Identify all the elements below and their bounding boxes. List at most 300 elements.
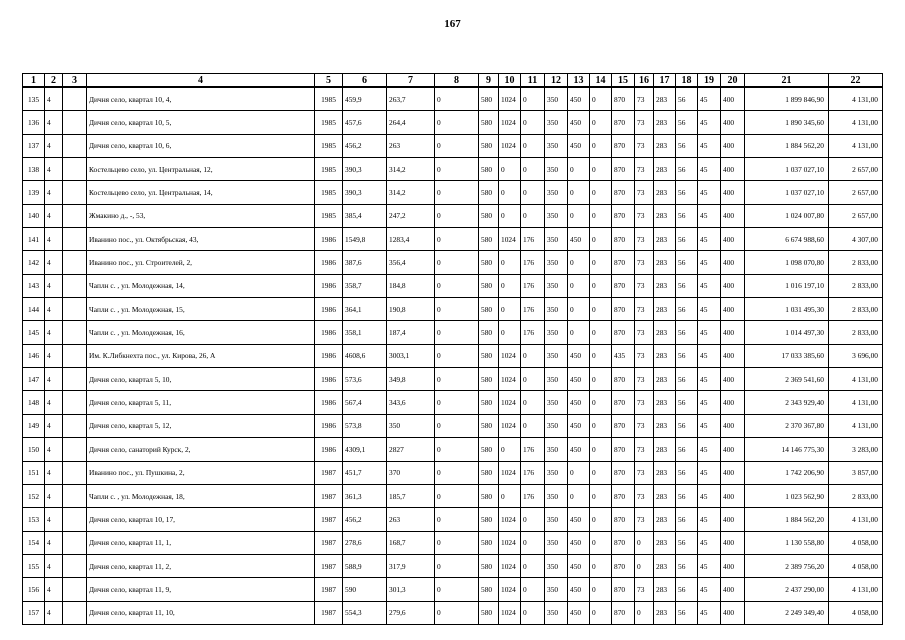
table-cell-col-7: 247,2: [387, 204, 435, 227]
table-cell-col-22: 3 696,00: [829, 344, 883, 367]
table-cell-col-18: 56: [676, 578, 698, 601]
table-cell-col-9: 580: [479, 438, 499, 461]
table-cell-col-9: 580: [479, 414, 499, 437]
table-cell-col-5: 1986: [315, 438, 343, 461]
table-cell-col-20: 400: [721, 111, 745, 134]
table-cell-col-8: 0: [435, 601, 479, 624]
table-cell-col-15: 435: [612, 344, 635, 367]
column-header-10: 10: [499, 74, 521, 88]
table-cell-col-11: 176: [521, 484, 545, 507]
table-cell-col-6: 361,3: [343, 484, 387, 507]
table-cell-col-7: 279,6: [387, 601, 435, 624]
table-cell-col-10: 1024: [499, 391, 521, 414]
table-row: [23, 531, 883, 554]
data-table: [22, 73, 883, 625]
table-cell-col-16: 73: [635, 461, 654, 484]
table-cell-col-5: 1986: [315, 391, 343, 414]
table-cell-col-12: 350: [545, 251, 568, 274]
table-cell-col-20: 400: [721, 554, 745, 577]
table-cell-col-10: 1024: [499, 344, 521, 367]
table-cell-col-2: 4: [45, 368, 63, 391]
table-cell-col-21: 1 024 007,80: [745, 204, 829, 227]
column-header-4: 4: [87, 74, 315, 88]
table-cell-col-13: 450: [568, 438, 590, 461]
table-cell-col-12: 350: [545, 391, 568, 414]
table-cell-col-14: 0: [590, 111, 612, 134]
table-cell-col-2: 4: [45, 461, 63, 484]
table-cell-col-22: 4 131,00: [829, 111, 883, 134]
table-cell-col-21: 1 037 027,10: [745, 181, 829, 204]
table-cell-col-10: 1024: [499, 531, 521, 554]
table-cell-col-8: 0: [435, 578, 479, 601]
table-cell-col-15: 870: [612, 111, 635, 134]
table-cell-col-19: 45: [698, 461, 721, 484]
table-cell-col-22: 2 657,00: [829, 158, 883, 181]
table-cell-col-15: 870: [612, 204, 635, 227]
table-cell-col-10: 1024: [499, 228, 521, 251]
table-cell-col-14: 0: [590, 274, 612, 297]
table-row: [23, 134, 883, 157]
column-header-18: 18: [676, 74, 698, 88]
table-cell-col-19: 45: [698, 274, 721, 297]
table-cell-col-4: Дичня село, квартал 10, 6,: [87, 134, 315, 157]
table-cell-col-6: 358,1: [343, 321, 387, 344]
table-cell-col-17: 283: [654, 204, 676, 227]
table-cell-col-5: 1985: [315, 111, 343, 134]
table-cell-col-15: 870: [612, 87, 635, 111]
table-cell-col-18: 56: [676, 274, 698, 297]
table-cell-col-5: 1986: [315, 368, 343, 391]
table-cell-col-9: 580: [479, 578, 499, 601]
table-cell-col-6: 588,9: [343, 554, 387, 577]
table-cell-col-9: 580: [479, 461, 499, 484]
table-cell-col-2: 4: [45, 344, 63, 367]
column-header-3: 3: [63, 74, 87, 88]
table-cell-col-3: [63, 461, 87, 484]
table-row: [23, 554, 883, 577]
table-cell-col-10: 1024: [499, 554, 521, 577]
table-cell-col-10: 1024: [499, 414, 521, 437]
table-cell-col-6: 4309,1: [343, 438, 387, 461]
table-cell-col-3: [63, 391, 87, 414]
table-cell-col-20: 400: [721, 508, 745, 531]
table-cell-col-7: 314,2: [387, 181, 435, 204]
table-cell-col-4: Дичня село, квартал 10, 17,: [87, 508, 315, 531]
table-cell-col-21: 6 674 988,60: [745, 228, 829, 251]
table-cell-col-1: 157: [23, 601, 45, 624]
table-cell-col-7: 317,9: [387, 554, 435, 577]
table-cell-col-14: 0: [590, 228, 612, 251]
table-cell-col-14: 0: [590, 391, 612, 414]
table-cell-col-11: 176: [521, 298, 545, 321]
table-cell-col-4: Дичня село, квартал 5, 11,: [87, 391, 315, 414]
table-cell-col-4: Иванино пос., ул. Пушкина, 2,: [87, 461, 315, 484]
column-header-1: 1: [23, 74, 45, 88]
table-cell-col-20: 400: [721, 298, 745, 321]
table-cell-col-13: 0: [568, 204, 590, 227]
table-cell-col-18: 56: [676, 531, 698, 554]
table-cell-col-16: 0: [635, 554, 654, 577]
table-cell-col-13: 0: [568, 158, 590, 181]
table-cell-col-3: [63, 181, 87, 204]
column-header-20: 20: [721, 74, 745, 88]
table-cell-col-19: 45: [698, 368, 721, 391]
table-cell-col-17: 283: [654, 134, 676, 157]
table-cell-col-19: 45: [698, 344, 721, 367]
table-cell-col-9: 580: [479, 158, 499, 181]
table-cell-col-19: 45: [698, 601, 721, 624]
table-cell-col-5: 1985: [315, 158, 343, 181]
table-cell-col-8: 0: [435, 134, 479, 157]
table-cell-col-18: 56: [676, 484, 698, 507]
table-cell-col-3: [63, 87, 87, 111]
table-cell-col-5: 1987: [315, 554, 343, 577]
table-cell-col-1: 137: [23, 134, 45, 157]
table-cell-col-13: 450: [568, 601, 590, 624]
table-cell-col-15: 870: [612, 368, 635, 391]
table-row: [23, 158, 883, 181]
table-cell-col-10: 1024: [499, 368, 521, 391]
table-cell-col-11: 0: [521, 601, 545, 624]
table-cell-col-9: 580: [479, 344, 499, 367]
table-cell-col-12: 350: [545, 484, 568, 507]
table-cell-col-18: 56: [676, 508, 698, 531]
table-cell-col-15: 870: [612, 484, 635, 507]
table-cell-col-14: 0: [590, 484, 612, 507]
table-cell-col-20: 400: [721, 484, 745, 507]
table-row: [23, 321, 883, 344]
table-cell-col-21: 2 370 367,80: [745, 414, 829, 437]
table-row: [23, 228, 883, 251]
table-cell-col-20: 400: [721, 87, 745, 111]
table-cell-col-4: Иванино пос., ул. Строителей, 2,: [87, 251, 315, 274]
table-cell-col-21: 1 014 497,30: [745, 321, 829, 344]
table-cell-col-1: 136: [23, 111, 45, 134]
column-header-8: 8: [435, 74, 479, 88]
table-cell-col-4: Костельцево село, ул. Центральная, 12,: [87, 158, 315, 181]
table-cell-col-22: 4 131,00: [829, 414, 883, 437]
table-cell-col-15: 870: [612, 181, 635, 204]
table-cell-col-1: 149: [23, 414, 45, 437]
table-cell-col-10: 0: [499, 181, 521, 204]
table-cell-col-15: 870: [612, 601, 635, 624]
table-cell-col-21: 1 742 206,90: [745, 461, 829, 484]
table-cell-col-13: 450: [568, 87, 590, 111]
table-cell-col-21: 2 369 541,60: [745, 368, 829, 391]
table-cell-col-12: 350: [545, 438, 568, 461]
table-cell-col-12: 350: [545, 344, 568, 367]
table-cell-col-4: Костельцево село, ул. Центральная, 14,: [87, 181, 315, 204]
table-cell-col-17: 283: [654, 111, 676, 134]
page-number: 167: [444, 18, 461, 30]
table-cell-col-2: 4: [45, 298, 63, 321]
table-cell-col-18: 56: [676, 554, 698, 577]
table-cell-col-16: 73: [635, 344, 654, 367]
table-cell-col-1: 154: [23, 531, 45, 554]
table-cell-col-21: 1 037 027,10: [745, 158, 829, 181]
table-cell-col-3: [63, 158, 87, 181]
table-cell-col-9: 580: [479, 601, 499, 624]
table-cell-col-6: 278,6: [343, 531, 387, 554]
table-cell-col-16: 73: [635, 274, 654, 297]
table-cell-col-6: 364,1: [343, 298, 387, 321]
table-row: [23, 298, 883, 321]
table-cell-col-17: 283: [654, 508, 676, 531]
table-cell-col-7: 356,4: [387, 251, 435, 274]
table-cell-col-22: 3 857,00: [829, 461, 883, 484]
table-cell-col-2: 4: [45, 321, 63, 344]
table-cell-col-9: 580: [479, 181, 499, 204]
table-cell-col-5: 1985: [315, 87, 343, 111]
table-cell-col-21: 14 146 775,30: [745, 438, 829, 461]
table-cell-col-13: 450: [568, 111, 590, 134]
table-cell-col-6: 457,6: [343, 111, 387, 134]
table-cell-col-19: 45: [698, 228, 721, 251]
table-cell-col-16: 73: [635, 414, 654, 437]
table-cell-col-5: 1985: [315, 134, 343, 157]
table-cell-col-18: 56: [676, 321, 698, 344]
table-cell-col-8: 0: [435, 204, 479, 227]
table-cell-col-11: 0: [521, 414, 545, 437]
table-cell-col-11: 176: [521, 251, 545, 274]
table-cell-col-1: 142: [23, 251, 45, 274]
table-cell-col-15: 870: [612, 508, 635, 531]
table-cell-col-7: 263,7: [387, 87, 435, 111]
table-cell-col-17: 283: [654, 438, 676, 461]
table-cell-col-17: 283: [654, 414, 676, 437]
table-cell-col-16: 0: [635, 531, 654, 554]
table-cell-col-16: 73: [635, 484, 654, 507]
table-cell-col-4: Жмакино д., -, 53,: [87, 204, 315, 227]
table-cell-col-7: 184,8: [387, 274, 435, 297]
table-cell-col-18: 56: [676, 158, 698, 181]
table-row: [23, 204, 883, 227]
table-cell-col-20: 400: [721, 274, 745, 297]
table-cell-col-16: 73: [635, 134, 654, 157]
table-cell-col-20: 400: [721, 158, 745, 181]
table-cell-col-15: 870: [612, 274, 635, 297]
table-cell-col-7: 187,4: [387, 321, 435, 344]
table-cell-col-18: 56: [676, 601, 698, 624]
table-cell-col-1: 146: [23, 344, 45, 367]
table-cell-col-22: 2 833,00: [829, 274, 883, 297]
table-cell-col-22: 2 833,00: [829, 251, 883, 274]
table-cell-col-12: 350: [545, 321, 568, 344]
table-cell-col-10: 1024: [499, 601, 521, 624]
table-cell-col-5: 1986: [315, 274, 343, 297]
table-cell-col-12: 350: [545, 508, 568, 531]
table-cell-col-12: 350: [545, 228, 568, 251]
column-header-21: 21: [745, 74, 829, 88]
table-cell-col-16: 73: [635, 321, 654, 344]
table-cell-col-18: 56: [676, 87, 698, 111]
table-cell-col-18: 56: [676, 344, 698, 367]
table-cell-col-2: 4: [45, 391, 63, 414]
table-row: [23, 274, 883, 297]
table-cell-col-17: 283: [654, 601, 676, 624]
table-cell-col-1: 151: [23, 461, 45, 484]
table-cell-col-10: 1024: [499, 461, 521, 484]
table-cell-col-17: 283: [654, 181, 676, 204]
column-header-2: 2: [45, 74, 63, 88]
table-cell-col-7: 350: [387, 414, 435, 437]
table-cell-col-7: 168,7: [387, 531, 435, 554]
column-header-11: 11: [521, 74, 545, 88]
table-cell-col-5: 1986: [315, 298, 343, 321]
table-cell-col-17: 283: [654, 298, 676, 321]
table-cell-col-3: [63, 554, 87, 577]
table-cell-col-12: 350: [545, 181, 568, 204]
table-cell-col-12: 350: [545, 531, 568, 554]
table-cell-col-13: 450: [568, 414, 590, 437]
table-header: [23, 74, 883, 88]
table-cell-col-1: 143: [23, 274, 45, 297]
table-cell-col-22: 4 058,00: [829, 531, 883, 554]
table-cell-col-18: 56: [676, 111, 698, 134]
table-cell-col-22: 4 131,00: [829, 368, 883, 391]
table-cell-col-5: 1986: [315, 414, 343, 437]
table-cell-col-9: 580: [479, 298, 499, 321]
table-cell-col-20: 400: [721, 531, 745, 554]
table-cell-col-17: 283: [654, 251, 676, 274]
table-cell-col-2: 4: [45, 554, 63, 577]
table-cell-col-19: 45: [698, 391, 721, 414]
table-cell-col-17: 283: [654, 531, 676, 554]
table-cell-col-21: 1 890 345,60: [745, 111, 829, 134]
table-cell-col-22: 3 283,00: [829, 438, 883, 461]
table-cell-col-19: 45: [698, 111, 721, 134]
table-cell-col-14: 0: [590, 578, 612, 601]
table-cell-col-6: 390,3: [343, 158, 387, 181]
table-cell-col-21: 1 031 495,30: [745, 298, 829, 321]
table-cell-col-15: 870: [612, 298, 635, 321]
table-cell-col-16: 73: [635, 298, 654, 321]
table-cell-col-11: 0: [521, 204, 545, 227]
table-cell-col-9: 580: [479, 228, 499, 251]
table-cell-col-1: 152: [23, 484, 45, 507]
table-cell-col-20: 400: [721, 204, 745, 227]
table-cell-col-11: 0: [521, 508, 545, 531]
table-cell-col-20: 400: [721, 228, 745, 251]
table-cell-col-12: 350: [545, 158, 568, 181]
table-cell-col-5: 1987: [315, 601, 343, 624]
table-cell-col-12: 350: [545, 87, 568, 111]
table-cell-col-13: 450: [568, 391, 590, 414]
table-cell-col-8: 0: [435, 228, 479, 251]
table-cell-col-3: [63, 228, 87, 251]
table-cell-col-13: 0: [568, 298, 590, 321]
table-cell-col-2: 4: [45, 204, 63, 227]
table-cell-col-20: 400: [721, 368, 745, 391]
table-cell-col-19: 45: [698, 438, 721, 461]
table-body: [23, 87, 883, 624]
table-cell-col-10: 0: [499, 438, 521, 461]
table-cell-col-3: [63, 414, 87, 437]
table-cell-col-12: 350: [545, 578, 568, 601]
table-cell-col-4: Дичня село, квартал 11, 9,: [87, 578, 315, 601]
table-cell-col-11: 0: [521, 554, 545, 577]
table-cell-col-1: 156: [23, 578, 45, 601]
table-cell-col-2: 4: [45, 134, 63, 157]
table-cell-col-8: 0: [435, 508, 479, 531]
table-cell-col-7: 190,8: [387, 298, 435, 321]
table-cell-col-11: 0: [521, 531, 545, 554]
table-cell-col-12: 350: [545, 601, 568, 624]
table-cell-col-22: 2 833,00: [829, 484, 883, 507]
table-cell-col-15: 870: [612, 554, 635, 577]
table-cell-col-17: 283: [654, 578, 676, 601]
table-cell-col-15: 870: [612, 391, 635, 414]
table-cell-col-2: 4: [45, 251, 63, 274]
table-cell-col-3: [63, 578, 87, 601]
table-cell-col-10: 1024: [499, 508, 521, 531]
table-row: [23, 391, 883, 414]
table-cell-col-21: 2 437 290,00: [745, 578, 829, 601]
table-cell-col-19: 45: [698, 158, 721, 181]
table-cell-col-10: 1024: [499, 111, 521, 134]
table-cell-col-22: 2 657,00: [829, 181, 883, 204]
table-cell-col-15: 870: [612, 321, 635, 344]
table-cell-col-20: 400: [721, 181, 745, 204]
table-cell-col-10: 1024: [499, 578, 521, 601]
table-cell-col-2: 4: [45, 484, 63, 507]
column-header-14: 14: [590, 74, 612, 88]
table-cell-col-6: 567,4: [343, 391, 387, 414]
column-header-12: 12: [545, 74, 568, 88]
column-header-7: 7: [387, 74, 435, 88]
table-cell-col-14: 0: [590, 134, 612, 157]
table-cell-col-6: 358,7: [343, 274, 387, 297]
table-cell-col-8: 0: [435, 251, 479, 274]
table-cell-col-17: 283: [654, 274, 676, 297]
table-cell-col-7: 343,6: [387, 391, 435, 414]
table-cell-col-17: 283: [654, 321, 676, 344]
table-cell-col-5: 1985: [315, 204, 343, 227]
table-cell-col-7: 263: [387, 508, 435, 531]
table-cell-col-14: 0: [590, 461, 612, 484]
table-cell-col-9: 580: [479, 508, 499, 531]
table-cell-col-4: Дичня село, квартал 11, 1,: [87, 531, 315, 554]
table-cell-col-16: 73: [635, 204, 654, 227]
table-cell-col-10: 0: [499, 484, 521, 507]
table-cell-col-3: [63, 484, 87, 507]
table-cell-col-19: 45: [698, 531, 721, 554]
table-cell-col-7: 1283,4: [387, 228, 435, 251]
table-row: [23, 111, 883, 134]
table-cell-col-4: Чаплн с. , ул. Молодежная, 14,: [87, 274, 315, 297]
table-cell-col-9: 580: [479, 368, 499, 391]
table-cell-col-19: 45: [698, 554, 721, 577]
table-cell-col-2: 4: [45, 438, 63, 461]
table-cell-col-6: 573,8: [343, 414, 387, 437]
table-cell-col-20: 400: [721, 344, 745, 367]
table-row: [23, 484, 883, 507]
column-header-9: 9: [479, 74, 499, 88]
table-cell-col-11: 0: [521, 344, 545, 367]
table-cell-col-18: 56: [676, 368, 698, 391]
table-cell-col-4: Дичня село, квартал 5, 10,: [87, 368, 315, 391]
table-cell-col-5: 1987: [315, 508, 343, 531]
table-cell-col-22: 4 307,00: [829, 228, 883, 251]
table-cell-col-18: 56: [676, 391, 698, 414]
table-cell-col-19: 45: [698, 508, 721, 531]
table-cell-col-6: 590: [343, 578, 387, 601]
table-cell-col-22: 4 131,00: [829, 508, 883, 531]
table-cell-col-20: 400: [721, 134, 745, 157]
table-cell-col-8: 0: [435, 438, 479, 461]
column-header-5: 5: [315, 74, 343, 88]
table-cell-col-16: 73: [635, 251, 654, 274]
